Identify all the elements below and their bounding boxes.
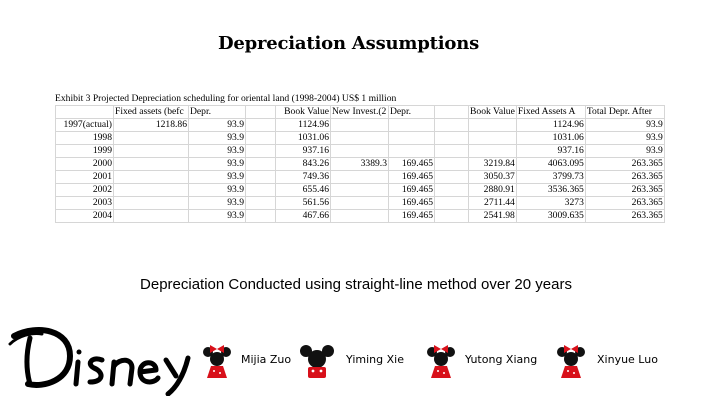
table-cell: 93.9 xyxy=(189,119,246,132)
table-cell: 93.9 xyxy=(189,197,246,210)
table-cell xyxy=(331,184,389,197)
table-cell: 2711.44 xyxy=(469,197,517,210)
table-row xyxy=(56,210,665,223)
table-cell: 93.9 xyxy=(189,145,246,158)
table-cell: New Invest.(2 xyxy=(331,106,389,119)
table-cell: 2880.91 xyxy=(469,184,517,197)
table-cell xyxy=(246,119,276,132)
team-member-name: Yutong Xiang xyxy=(465,353,538,366)
table-cell xyxy=(435,119,469,132)
table-cell xyxy=(56,106,114,119)
table-cell: 93.9 xyxy=(585,132,664,145)
table-cell xyxy=(331,132,389,145)
table-cell: 263.365 xyxy=(585,210,664,223)
table-cell: 263.365 xyxy=(585,158,664,171)
table-cell: 169.465 xyxy=(389,197,435,210)
table-cell xyxy=(435,132,469,145)
table-cell: Book Value xyxy=(276,106,331,119)
table-cell: 1031.06 xyxy=(276,132,331,145)
table-cell xyxy=(114,184,189,197)
table-cell: Book Value xyxy=(470,106,515,117)
table-cell xyxy=(246,184,276,197)
table-row xyxy=(56,184,665,197)
table-row xyxy=(56,171,665,184)
table-cell: Fixed assets (befc xyxy=(114,106,189,119)
table-cell xyxy=(114,158,189,171)
slide-title: Depreciation Assumptions xyxy=(217,33,480,54)
table-cell xyxy=(389,119,435,132)
table-cell: 263.365 xyxy=(585,197,664,210)
table-cell xyxy=(435,158,469,171)
minnie-mouse-icon xyxy=(557,343,585,379)
table-cell: 93.9 xyxy=(189,184,246,197)
table-cell: 2001 xyxy=(56,171,114,184)
depreciation-table-image xyxy=(55,93,673,237)
table-cell xyxy=(246,106,276,119)
table-cell: 169.465 xyxy=(389,184,435,197)
disney-logo xyxy=(8,322,194,396)
table-cell xyxy=(435,145,469,158)
table-cell: 93.9 xyxy=(189,158,246,171)
minnie-mouse-icon xyxy=(203,343,231,379)
table-cell: 937.16 xyxy=(276,145,331,158)
table-cell: 2002 xyxy=(56,184,114,197)
table-cell: 3219.84 xyxy=(469,158,517,171)
table-cell xyxy=(246,158,276,171)
table-row xyxy=(56,145,665,158)
table-cell: 1998 xyxy=(56,132,114,145)
table-cell xyxy=(389,132,435,145)
table-cell: 2541.98 xyxy=(469,210,517,223)
table-caption: Exhibit 3 Projected Depreciation scheduling for oriental land (1998-2004) US$ 1 million xyxy=(55,93,397,104)
table-cell: 1124.96 xyxy=(516,119,585,132)
table-row xyxy=(56,158,665,171)
table-cell: 93.9 xyxy=(585,145,664,158)
table-cell xyxy=(389,145,435,158)
table-cell xyxy=(331,171,389,184)
table-cell: 4063.095 xyxy=(516,158,585,171)
mickey-mouse-icon xyxy=(300,343,334,379)
table-cell xyxy=(114,132,189,145)
table-cell: 655.46 xyxy=(276,184,331,197)
table-cell xyxy=(435,171,469,184)
table-cell: 93.9 xyxy=(585,119,664,132)
table-cell: 1999 xyxy=(56,145,114,158)
table-cell: 1218.86 xyxy=(114,119,189,132)
method-note: Depreciation Conducted using straight-line method over 20 years xyxy=(140,276,572,293)
team-member-name: Yiming Xie xyxy=(346,353,404,366)
table-cell: Depr. xyxy=(389,106,435,119)
table-cell: 2003 xyxy=(56,197,114,210)
table-cell: 93.9 xyxy=(189,171,246,184)
table-cell xyxy=(331,197,389,210)
table-cell: 2000 xyxy=(56,158,114,171)
table-cell xyxy=(435,184,469,197)
table-cell xyxy=(246,145,276,158)
table-cell xyxy=(331,119,389,132)
table-cell xyxy=(469,119,517,132)
table-cell: 749.36 xyxy=(276,171,331,184)
table-cell: 3799.73 xyxy=(516,171,585,184)
table-cell: 169.465 xyxy=(389,158,435,171)
table-cell xyxy=(114,197,189,210)
table-row xyxy=(56,197,665,210)
table-row xyxy=(56,132,665,145)
team-member-name: Mijia Zuo xyxy=(241,353,292,366)
table-cell: 561.56 xyxy=(276,197,331,210)
table-cell: Total Depr. After xyxy=(585,106,664,119)
table-cell: 169.465 xyxy=(389,171,435,184)
table-cell: 3273 xyxy=(516,197,585,210)
table-row xyxy=(56,119,665,132)
minnie-mouse-icon xyxy=(427,343,455,379)
table-cell xyxy=(469,132,517,145)
table-cell: 3389.3 xyxy=(331,158,389,171)
table-cell: 263.365 xyxy=(585,184,664,197)
table-cell: 1997(actual) xyxy=(56,119,114,132)
table-cell: Depr. xyxy=(189,106,246,119)
table-cell xyxy=(246,132,276,145)
depreciation-table xyxy=(55,105,665,223)
table-cell xyxy=(114,210,189,223)
table-cell: Fixed Assets A xyxy=(516,106,585,119)
table-cell xyxy=(331,210,389,223)
table-cell: 1031.06 xyxy=(516,132,585,145)
table-cell xyxy=(114,171,189,184)
table-cell: 3050.37 xyxy=(469,171,517,184)
table-header-row xyxy=(56,106,665,119)
table-cell: 843.26 xyxy=(276,158,331,171)
table-cell: 467.66 xyxy=(276,210,331,223)
table-cell xyxy=(246,171,276,184)
table-cell: 169.465 xyxy=(389,210,435,223)
table-cell: 263.365 xyxy=(585,171,664,184)
team-member-name: Xinyue Luo xyxy=(597,353,658,366)
table-cell: 93.9 xyxy=(189,210,246,223)
table-cell xyxy=(469,145,517,158)
table-cell: 937.16 xyxy=(516,145,585,158)
table-cell xyxy=(331,145,389,158)
table-cell xyxy=(435,197,469,210)
table-cell: 2004 xyxy=(56,210,114,223)
table-cell xyxy=(246,197,276,210)
table-cell xyxy=(435,210,469,223)
table-cell: 3009.635 xyxy=(516,210,585,223)
table-cell xyxy=(435,106,469,119)
table-cell: 1124.96 xyxy=(276,119,331,132)
table-cell xyxy=(114,145,189,158)
table-cell: 93.9 xyxy=(189,132,246,145)
table-cell: 3536.365 xyxy=(516,184,585,197)
table-cell xyxy=(246,210,276,223)
